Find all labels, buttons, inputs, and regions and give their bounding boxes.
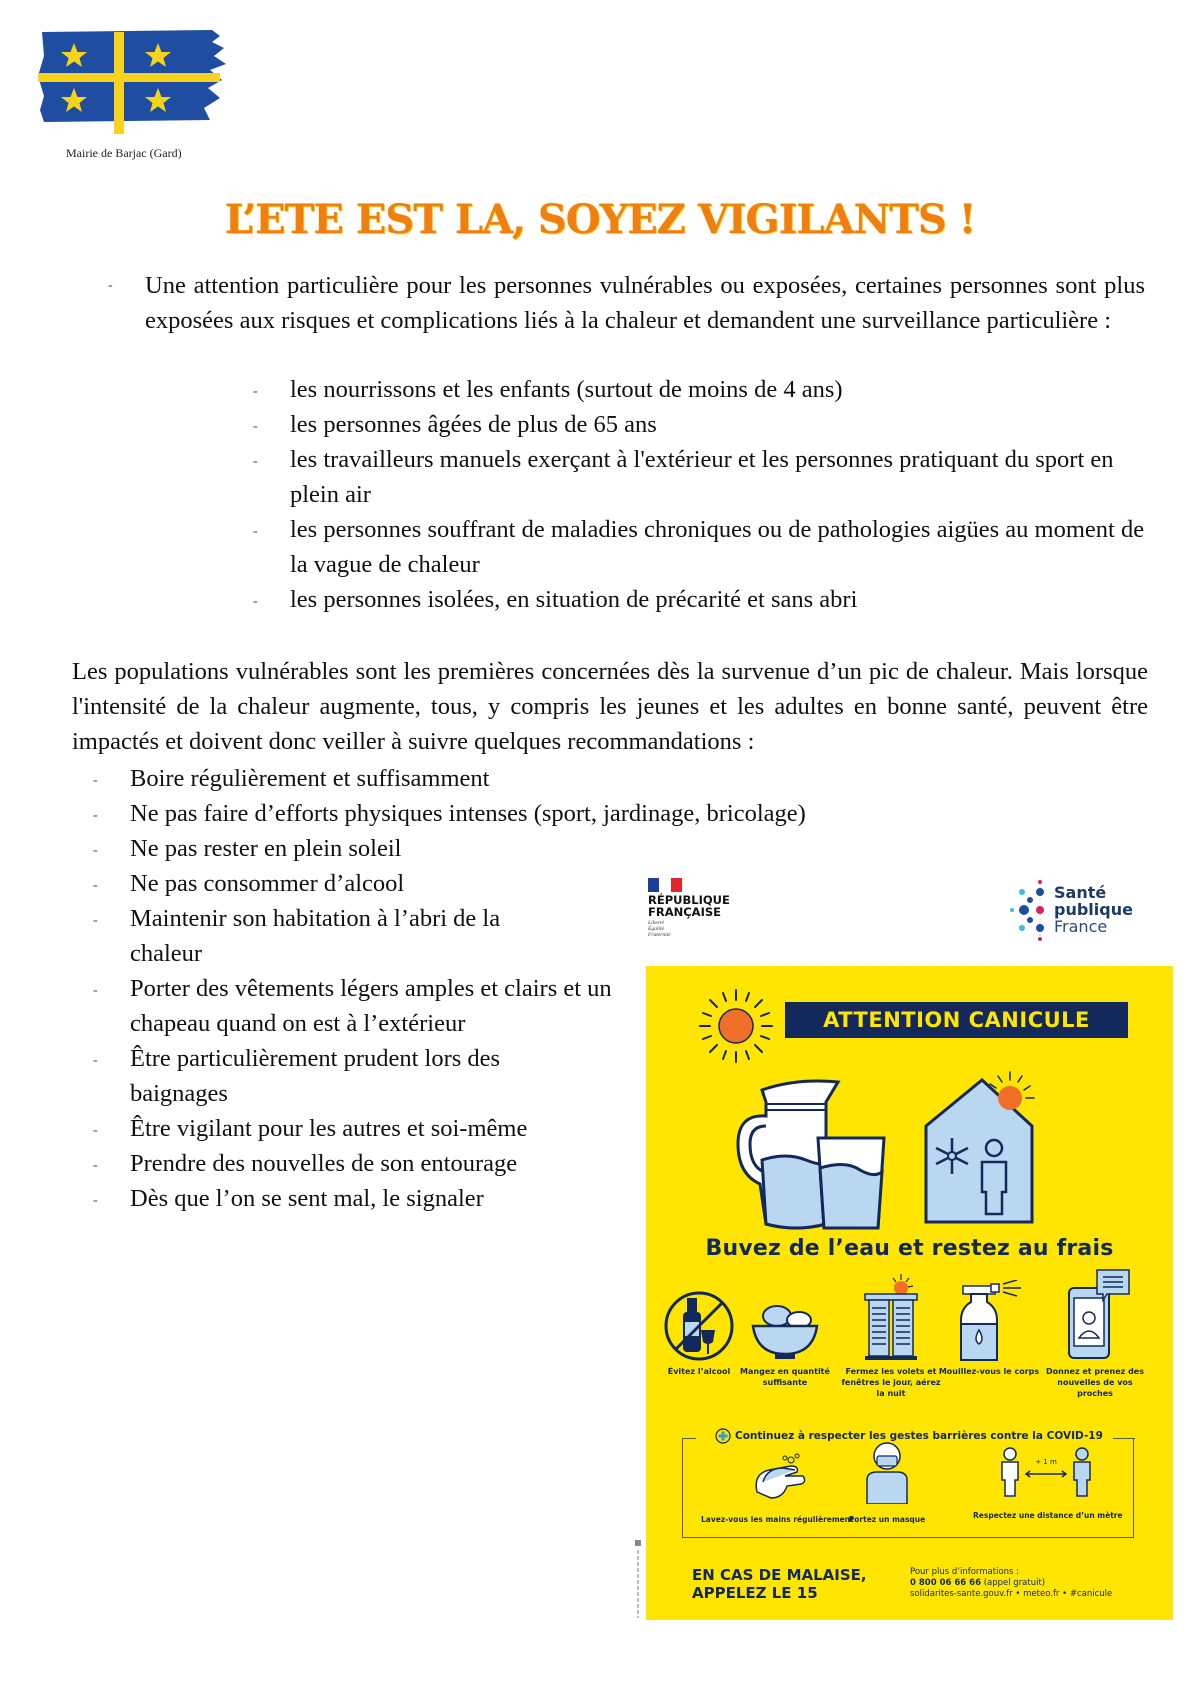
- list-item: - Boire régulièrement et suffisamment: [93, 765, 490, 792]
- info-block: [910, 1567, 1112, 1600]
- populations-paragraph: Les populations vulnérables sont les premières concernées dès la survenue d’un pic de chaleur. Mais lorsque l'intensité de la chaleur augmente, tous, y compris les jeunes et les adultes en bonne santé, peuvent être impactés et doivent donc veiller à suivre quelques recommandations :: [72, 658, 1148, 755]
- covid-distance: [973, 1444, 1123, 1520]
- list-item: - Dès que l’on se sent mal, le signaler: [93, 1185, 484, 1212]
- info-phone: 0 800 06 66 66: [910, 1578, 981, 1588]
- tip-label: Donnez et prenez des nouvelles de vos proches: [1045, 1367, 1144, 1398]
- mask-icon: [847, 1440, 927, 1504]
- food-bowl-icon: [747, 1288, 823, 1364]
- list-item-text: Ne pas faire d’efforts physiques intenses (sport, jardinage, bricolage): [130, 800, 806, 827]
- list-item: - Être particulièrement prudent lors des baignages: [93, 1045, 501, 1107]
- list-item: - Ne pas faire d’efforts physiques intenses (sport, jardinage, bricolage): [93, 800, 806, 827]
- list-item: - Prendre des nouvelles de son entourage: [93, 1150, 518, 1177]
- tip-label: Mangez en quantité suffisante: [740, 1367, 830, 1387]
- list-item-text: Maintenir son habitation à l’abri de la chaleur: [130, 905, 501, 967]
- list-item: - les personnes isolées, en situation de précarité et sans abri: [253, 586, 858, 613]
- tip-shutters: [836, 1272, 946, 1399]
- tip-phone: [1040, 1268, 1150, 1399]
- tips-row: [646, 1288, 1173, 1398]
- list-item-text: Prendre des nouvelles de son entourage: [130, 1150, 518, 1177]
- spf-line3: France: [1054, 917, 1108, 936]
- no-alcohol-icon: [661, 1288, 737, 1364]
- covid-hand-washing: [701, 1452, 854, 1524]
- list-item: - les nourrissons et les enfants (surtout de moins de 4 ans): [253, 376, 843, 403]
- logo-caption: Mairie de Barjac (Gard): [66, 146, 182, 160]
- list-item: - les personnes âgées de plus de 65 ans: [253, 411, 657, 438]
- list-item-text: les travailleurs manuels exerçant à l'extérieur et les personnes pratiquant du sport en plein air: [290, 446, 1114, 508]
- rf-motto-egalite: Égalité: [648, 926, 664, 932]
- hand-washing-icon: [717, 1452, 837, 1504]
- list-item: - Ne pas rester en plein soleil: [93, 835, 402, 862]
- page-title: L’ETE EST LA, SOYEZ VIGILANTS !: [224, 196, 976, 243]
- rf-motto-liberte: Liberté: [648, 920, 664, 926]
- list-item-text: Ne pas consommer d’alcool: [130, 870, 405, 897]
- list-item-text: les personnes souffrant de maladies chroniques ou de pathologies aigües au moment de la vague de chaleur: [290, 516, 1145, 578]
- rf-line2: FRANÇAISE: [648, 905, 721, 919]
- list-item-text: les nourrissons et les enfants (surtout de moins de 4 ans): [290, 376, 843, 403]
- tip-food: [730, 1288, 840, 1388]
- covid-label: Respectez une distance d’un mètre: [973, 1511, 1123, 1520]
- plus-circle-icon: [715, 1428, 731, 1444]
- tip-label: Évitez l’alcool: [667, 1367, 731, 1376]
- list-item-text: Être particulièrement prudent lors des baignages: [130, 1045, 501, 1107]
- list-item: - Maintenir son habitation à l’abri de la chaleur: [93, 905, 501, 967]
- list-item-text: Porter des vêtements légers amples et clairs et un chapeau quand on est à l’extérieur: [130, 975, 612, 1037]
- distance-label: + 1 m: [1034, 1458, 1057, 1466]
- tip-label: Mouillez-vous le corps: [938, 1367, 1040, 1376]
- covid-barrier-box: [682, 1430, 1134, 1538]
- covid-label: Lavez-vous les mains régulièrement: [701, 1515, 854, 1524]
- spf-dots-icon: [1000, 876, 1054, 946]
- covid-label: Portez un masque: [848, 1515, 926, 1524]
- republique-francaise-logo: [648, 878, 748, 948]
- spf-line1: Santé: [1054, 883, 1107, 902]
- rf-line1: RÉPUBLIQUE: [648, 893, 730, 907]
- vulnerable-groups-list: [253, 372, 1146, 617]
- attention-canicule-banner: ATTENTION CANICULE: [785, 1002, 1128, 1038]
- house-cool-icon: [922, 1070, 1042, 1230]
- emergency-line2: APPELEZ LE 15: [692, 1584, 818, 1602]
- emergency-call: [692, 1566, 867, 1602]
- list-item: - Porter des vêtements légers amples et clairs et un chapeau quand on est à l’extérieur: [93, 975, 612, 1037]
- poster-headline: Buvez de l’eau et restez au frais: [705, 1236, 1114, 1261]
- info-links: solidarites-sante.gouv.fr • meteo.fr • #canicule: [910, 1589, 1113, 1599]
- spray-bottle-icon: [951, 1280, 1027, 1364]
- bullet-dash: -: [108, 278, 113, 293]
- covid-mask: [847, 1440, 927, 1524]
- list-item-text: les personnes âgées de plus de 65 ans: [290, 411, 657, 438]
- sante-publique-france-logo: [1000, 876, 1140, 946]
- distance-icon: [978, 1444, 1118, 1500]
- pitcher-glass-icon: [726, 1074, 896, 1234]
- tip-label: Fermez les volets et fenêtres le jour, aérez la nuit: [841, 1367, 941, 1398]
- list-item-text: les personnes isolées, en situation de précarité et sans abri: [290, 586, 858, 613]
- list-item: - les personnes souffrant de maladies chroniques ou de pathologies aigües au moment de la vague de chaleur: [253, 516, 1145, 578]
- intro-text: Une attention particulière pour les personnes vulnérables ou exposées, certaines personnes sont plus exposées aux risques et complications liés à la chaleur et demandent une surveillance particulière :: [145, 272, 1145, 334]
- info-phone-note: (appel gratuit): [983, 1578, 1046, 1588]
- phone-message-icon: [1057, 1268, 1133, 1364]
- print-code-strip: [632, 1540, 644, 1620]
- list-item: - Être vigilant pour les autres et soi-même: [93, 1115, 528, 1142]
- covid-title-text: Continuez à respecter les gestes barrières contre la COVID-19: [735, 1430, 1103, 1442]
- list-item: - les travailleurs manuels exerçant à l'extérieur et les personnes pratiquant du sport en plein air: [253, 446, 1114, 508]
- flag-icon: [34, 26, 230, 136]
- emergency-line1: EN CAS DE MALAISE,: [692, 1566, 867, 1584]
- canicule-poster: [646, 966, 1173, 1620]
- tip-spray: [934, 1280, 1044, 1377]
- barjac-flag-logo: [34, 26, 230, 136]
- list-item-text: Être vigilant pour les autres et soi-même: [130, 1115, 528, 1142]
- shutters-icon: [853, 1272, 929, 1364]
- list-item-text: Ne pas rester en plein soleil: [130, 835, 402, 862]
- french-flag-icon: [648, 878, 682, 892]
- info-label: Pour plus d’informations :: [910, 1567, 1020, 1577]
- spf-line2: publique: [1054, 900, 1133, 919]
- list-item: - Ne pas consommer d’alcool: [93, 870, 405, 897]
- rf-motto-fraternite: Fraternité: [648, 932, 671, 938]
- sun-icon: [698, 988, 774, 1064]
- list-item-text: Boire régulièrement et suffisamment: [130, 765, 490, 792]
- list-item-text: Dès que l’on se sent mal, le signaler: [130, 1185, 484, 1212]
